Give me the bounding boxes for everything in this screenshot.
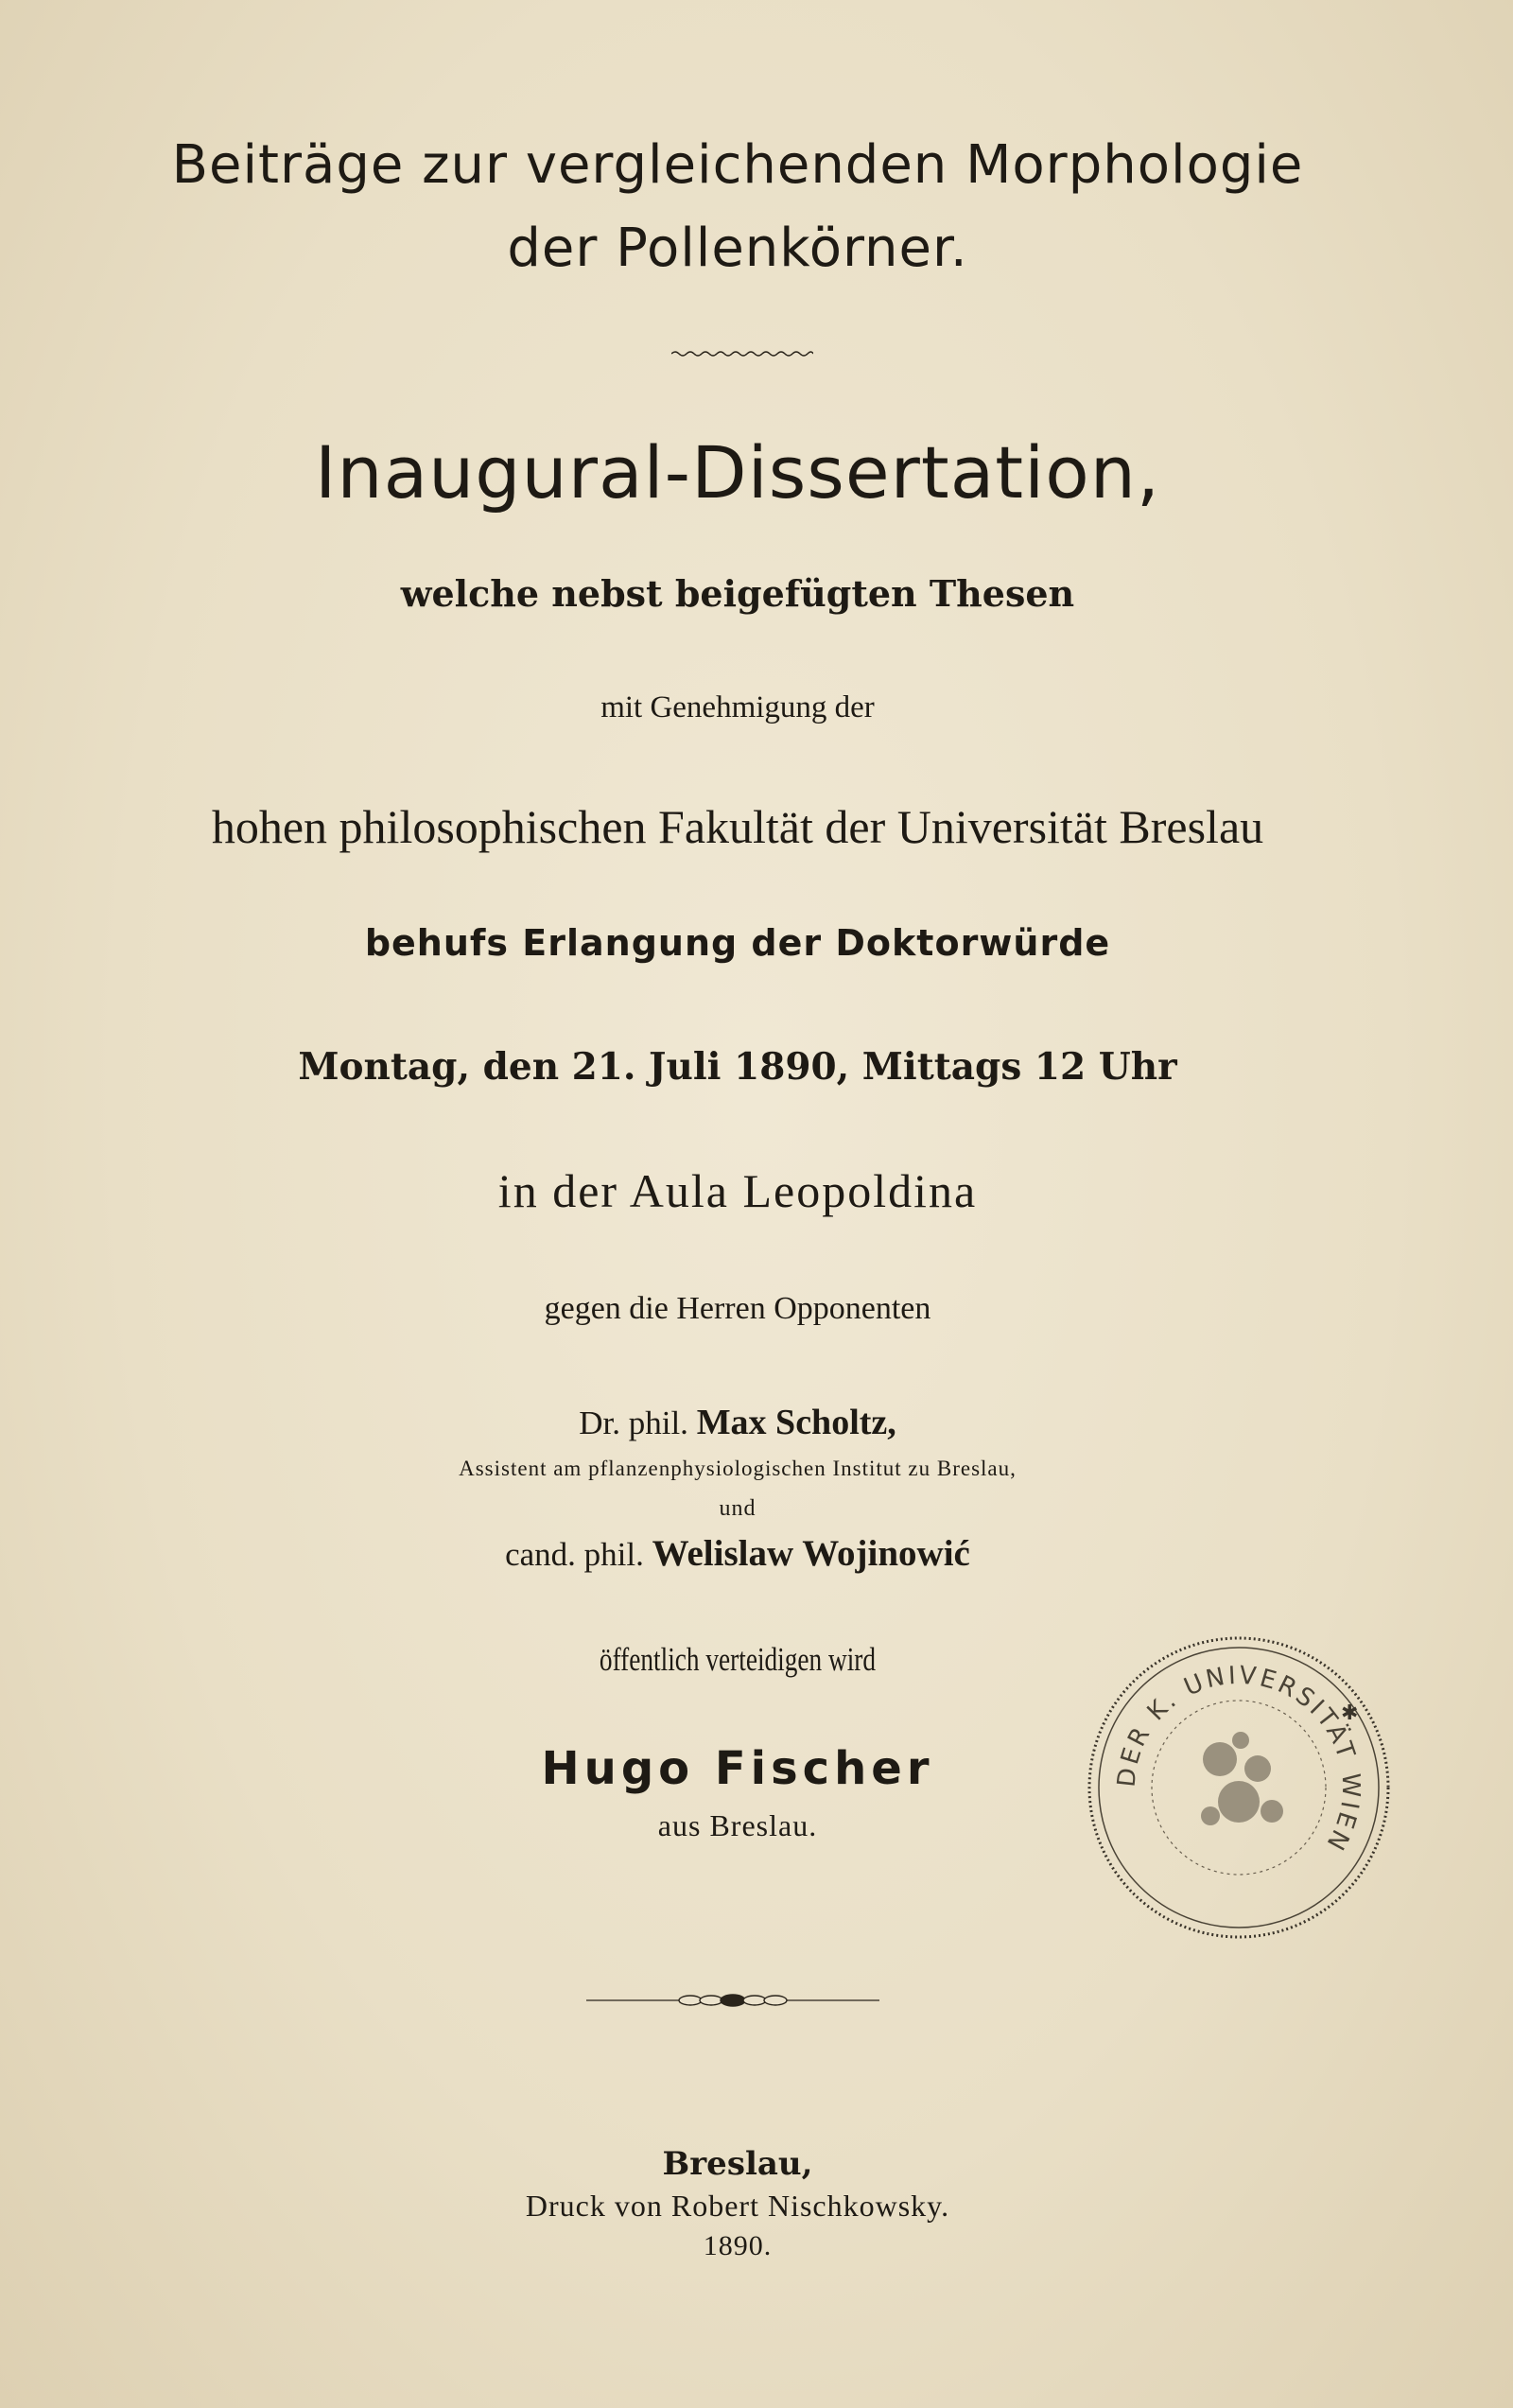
stamp-text: DER K. UNIVERSITÄT WIEN bbox=[1112, 1661, 1365, 1858]
svg-text:✱: ✱ bbox=[1341, 1701, 1359, 1725]
doctorate-line: behufs Erlangung der Doktorwürde bbox=[364, 922, 1111, 964]
svg-text:DER K. UNIVERSITÄT WIEN bbox=[1113, 1662, 1365, 1858]
imprint-city: Breslau, bbox=[662, 2145, 813, 2183]
opponent-1-name: Max Scholtz, bbox=[696, 1403, 896, 1442]
title-line-2: der Pollenkörner. bbox=[507, 218, 968, 279]
author-origin: aus Breslau. bbox=[657, 1808, 818, 1842]
title-line-1: Beiträge zur vergleichenden Morphologie bbox=[171, 134, 1304, 196]
aula-line: in der Aula Leopoldina bbox=[497, 1164, 978, 1217]
dissertation-heading: Inaugural-Dissertation, bbox=[314, 430, 1161, 515]
date-line: Montag, den 21. Juli 1890, Mittags 12 Uhr bbox=[298, 1045, 1177, 1089]
welche-line: welche nebst beigefügten Thesen bbox=[400, 572, 1075, 615]
opponent-2-name: Welislaw Wojinowić bbox=[652, 1533, 970, 1574]
opponent-2-title: cand. phil. bbox=[505, 1536, 644, 1573]
faculty-line: hohen philosophischen Fakultät der Universität Breslau bbox=[211, 800, 1264, 853]
imprint-year: 1890. bbox=[703, 2230, 773, 2261]
author-name: Hugo Fischer bbox=[541, 1742, 934, 1795]
imprint-printer: Druck von Robert Nischkowsky. bbox=[525, 2189, 950, 2223]
opponents-intro: gegen die Herren Opponenten bbox=[544, 1291, 931, 1326]
wavy-rule-ornament bbox=[671, 348, 813, 359]
defense-line: öffentlich verteidigen wird bbox=[599, 1641, 877, 1678]
und-line: und bbox=[719, 1496, 756, 1521]
genehmigung-line: mit Genehmigung der bbox=[600, 690, 875, 724]
opponent-1-affiliation: Assistent am pflanzenphysiologischen Institut zu Breslau, bbox=[459, 1457, 1017, 1480]
opponent-1 bbox=[0, 1402, 1475, 1443]
opponent-2 bbox=[0, 1532, 1475, 1575]
library-stamp bbox=[1078, 1627, 1400, 1948]
chain-ornament bbox=[586, 1991, 879, 2010]
opponent-1-title: Dr. phil. bbox=[579, 1405, 688, 1441]
